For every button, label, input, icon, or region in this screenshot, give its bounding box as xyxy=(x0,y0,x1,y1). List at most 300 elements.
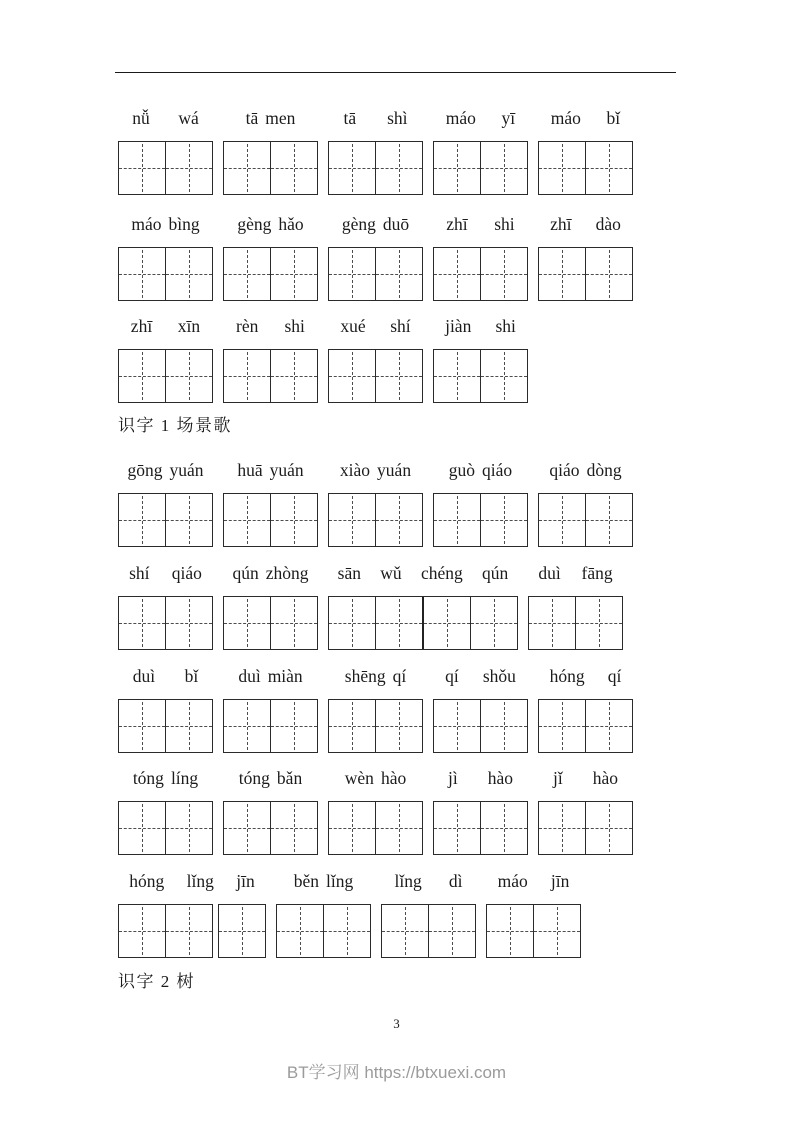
pinyin-label xyxy=(223,212,318,236)
pinyin-syllable: qiáo xyxy=(171,563,202,583)
word-group xyxy=(433,106,528,195)
writing-grid xyxy=(433,141,528,195)
writing-grid xyxy=(118,247,213,301)
grid-boxes xyxy=(118,699,213,753)
pinyin-syllable: gōng xyxy=(127,460,163,480)
pinyin-label xyxy=(118,869,266,893)
grid-cell xyxy=(481,802,527,854)
grid-boxes xyxy=(486,904,581,958)
word-group xyxy=(223,458,318,547)
pinyin-row xyxy=(118,869,663,958)
header-rule xyxy=(115,72,676,73)
word-group xyxy=(118,458,213,547)
word-group xyxy=(433,766,528,855)
grid-boxes xyxy=(223,699,318,753)
pinyin-syllable: hóng xyxy=(129,871,165,891)
grid-boxes xyxy=(538,247,633,301)
grid-boxes xyxy=(118,349,213,403)
word-group xyxy=(328,106,423,195)
pinyin-syllable: tóng xyxy=(132,768,164,788)
grid-boxes xyxy=(328,247,423,301)
pinyin-label xyxy=(528,561,623,585)
grid-cell xyxy=(166,142,212,194)
pinyin-label xyxy=(223,664,318,688)
pinyin-label xyxy=(328,664,423,688)
pinyin-label xyxy=(433,106,528,130)
grid-cell xyxy=(586,494,632,546)
page-number: 3 xyxy=(393,1016,400,1031)
pinyin-syllable: dì xyxy=(448,871,463,891)
writing-grid xyxy=(223,349,318,403)
section-heading: 识字 1 场景歌 xyxy=(118,416,232,435)
grid-boxes xyxy=(433,247,528,301)
grid-cell xyxy=(224,142,271,194)
grid-cell xyxy=(481,350,527,402)
writing-grid xyxy=(538,493,633,547)
grid-cell xyxy=(329,700,376,752)
grid-cell xyxy=(224,802,271,854)
grid-boxes xyxy=(433,493,528,547)
pinyin-syllable: gèng xyxy=(341,214,376,234)
grid-cell xyxy=(271,494,317,546)
pinyin-syllable: yuán xyxy=(269,460,304,480)
pinyin-syllable: duì xyxy=(538,563,561,583)
grid-cell xyxy=(586,142,632,194)
pinyin-label xyxy=(328,314,423,338)
word-group xyxy=(118,106,213,195)
pinyin-syllable: guò xyxy=(448,460,476,480)
pinyin-syllable: shi xyxy=(494,214,515,234)
writing-grid xyxy=(538,801,633,855)
grid-cell xyxy=(481,494,527,546)
word-group xyxy=(381,869,476,958)
grid-cell xyxy=(329,248,376,300)
pinyin-syllable: shí xyxy=(129,563,150,583)
pinyin-syllable: jì xyxy=(447,768,458,788)
pinyin-syllable: shi xyxy=(284,316,305,336)
word-group xyxy=(223,212,318,301)
grid-boxes xyxy=(118,904,266,958)
grid-cell xyxy=(376,802,422,854)
grid-boxes xyxy=(118,801,213,855)
pinyin-label xyxy=(118,212,213,236)
pinyin-syllable: qiáo xyxy=(549,460,580,480)
grid-cell xyxy=(271,142,317,194)
grid-cell xyxy=(119,494,166,546)
grid-cell xyxy=(166,700,212,752)
pinyin-syllable: chéng xyxy=(420,563,463,583)
pinyin-label xyxy=(223,458,318,482)
pinyin-syllable: men xyxy=(265,108,296,128)
pinyin-syllable: lǐng xyxy=(394,871,422,891)
grid-boxes xyxy=(328,493,423,547)
grid-cell xyxy=(576,597,622,649)
grid-cell xyxy=(271,802,317,854)
word-group xyxy=(223,106,318,195)
grid-cell xyxy=(586,700,632,752)
writing-grid xyxy=(433,801,528,855)
grid-cell xyxy=(166,905,212,957)
pinyin-label xyxy=(328,766,423,790)
grid-cell xyxy=(376,700,422,752)
pinyin-syllable: nǚ xyxy=(132,108,150,128)
worksheet-body xyxy=(118,106,663,994)
pinyin-label xyxy=(118,766,213,790)
writing-grid xyxy=(328,699,423,753)
grid-cell xyxy=(382,905,429,957)
pinyin-syllable: wá xyxy=(178,108,199,128)
pinyin-label xyxy=(486,869,581,893)
grid-cell xyxy=(271,700,317,752)
pinyin-label xyxy=(328,561,518,585)
word-group xyxy=(276,869,371,958)
writing-grid xyxy=(118,493,213,547)
grid-cell xyxy=(219,905,265,957)
pinyin-label xyxy=(538,106,633,130)
writing-grid xyxy=(538,247,633,301)
pinyin-syllable: qún xyxy=(232,563,259,583)
pinyin-syllable: huā xyxy=(237,460,263,480)
grid-cell xyxy=(434,350,481,402)
pinyin-syllable: xué xyxy=(340,316,366,336)
writing-grid xyxy=(223,596,318,650)
grid-cell xyxy=(271,597,317,649)
writing-grid xyxy=(328,801,423,855)
writing-grid xyxy=(118,349,213,403)
grid-boxes xyxy=(538,493,633,547)
grid-boxes xyxy=(118,141,213,195)
grid-cell xyxy=(119,597,166,649)
writing-grid xyxy=(538,699,633,753)
pinyin-syllable: shí xyxy=(390,316,411,336)
word-group xyxy=(223,664,318,753)
grid-cell xyxy=(539,142,586,194)
pinyin-syllable: jīn xyxy=(550,871,570,891)
grid-cell xyxy=(166,597,212,649)
grid-cell xyxy=(481,142,527,194)
writing-grid xyxy=(223,247,318,301)
word-group xyxy=(223,561,318,650)
grid-cell xyxy=(119,700,166,752)
grid-boxes xyxy=(328,699,423,753)
pinyin-label xyxy=(118,664,213,688)
writing-grid xyxy=(528,596,623,650)
pinyin-label xyxy=(538,458,633,482)
grid-boxes xyxy=(223,349,318,403)
grid-cell xyxy=(271,350,317,402)
grid-cell xyxy=(539,802,586,854)
writing-grid xyxy=(218,904,266,958)
pinyin-syllable: duì xyxy=(238,666,261,686)
pinyin-syllable: lǐng xyxy=(326,871,354,891)
pinyin-syllable: máo xyxy=(131,214,162,234)
pinyin-syllable: sān xyxy=(337,563,361,583)
grid-cell xyxy=(329,142,376,194)
writing-grid xyxy=(433,699,528,753)
writing-grid xyxy=(276,904,371,958)
pinyin-syllable: qí xyxy=(392,666,407,686)
grid-cell xyxy=(539,248,586,300)
grid-boxes xyxy=(381,904,476,958)
writing-grid xyxy=(328,596,518,650)
word-group xyxy=(538,458,633,547)
pinyin-label xyxy=(381,869,476,893)
writing-grid xyxy=(118,801,213,855)
grid-cell xyxy=(329,802,376,854)
pinyin-row xyxy=(118,212,663,301)
grid-cell xyxy=(224,494,271,546)
pinyin-syllable: máo xyxy=(497,871,528,891)
pinyin-syllable: zhī xyxy=(130,316,153,336)
word-group xyxy=(118,561,213,650)
grid-cell xyxy=(119,248,166,300)
grid-cell xyxy=(434,802,481,854)
pinyin-label xyxy=(118,458,213,482)
pinyin-label xyxy=(118,106,213,130)
word-group xyxy=(328,212,423,301)
pinyin-syllable: máo xyxy=(550,108,581,128)
pinyin-syllable: tā xyxy=(343,108,357,128)
grid-boxes xyxy=(538,801,633,855)
pinyin-syllable: zhòng xyxy=(265,563,309,583)
pinyin-syllable: shi xyxy=(495,316,516,336)
pinyin-syllable: fāng xyxy=(581,563,613,583)
grid-cell xyxy=(434,248,481,300)
grid-cell xyxy=(481,248,527,300)
grid-cell xyxy=(434,700,481,752)
word-group xyxy=(223,766,318,855)
grid-cell xyxy=(119,802,166,854)
pinyin-row xyxy=(118,314,663,403)
word-group xyxy=(433,212,528,301)
pinyin-row xyxy=(118,561,663,650)
grid-cell xyxy=(376,248,422,300)
grid-boxes xyxy=(223,596,318,650)
pinyin-syllable: bǐ xyxy=(184,666,199,686)
pinyin-syllable: hào xyxy=(592,768,618,788)
word-group xyxy=(328,561,518,650)
pinyin-label xyxy=(433,314,528,338)
writing-grid xyxy=(538,141,633,195)
grid-cell xyxy=(429,905,475,957)
grid-boxes xyxy=(328,349,423,403)
writing-grid xyxy=(328,247,423,301)
grid-cell xyxy=(471,597,517,649)
pinyin-syllable: qí xyxy=(445,666,459,686)
pinyin-syllable: qiáo xyxy=(482,460,513,480)
grid-boxes xyxy=(118,493,213,547)
grid-boxes xyxy=(223,141,318,195)
pinyin-syllable: hào xyxy=(380,768,407,788)
writing-grid xyxy=(433,247,528,301)
word-group xyxy=(433,458,528,547)
pinyin-syllable: dòng xyxy=(586,460,622,480)
grid-boxes xyxy=(118,247,213,301)
pinyin-syllable: miàn xyxy=(267,666,303,686)
pinyin-syllable: rèn xyxy=(236,316,259,336)
pinyin-syllable: lǐng xyxy=(186,871,214,891)
grid-cell xyxy=(424,597,471,649)
word-group xyxy=(118,212,213,301)
pinyin-syllable: tā xyxy=(245,108,259,128)
grid-cell xyxy=(481,700,527,752)
pinyin-syllable: qún xyxy=(482,563,509,583)
grid-cell xyxy=(166,802,212,854)
section-heading: 识字 2 树 xyxy=(118,972,195,991)
pinyin-label xyxy=(328,212,423,236)
pinyin-syllable: jīn xyxy=(236,871,255,891)
word-group xyxy=(328,458,423,547)
grid-boxes xyxy=(433,699,528,753)
writing-grid xyxy=(486,904,581,958)
pinyin-syllable: shì xyxy=(387,108,408,128)
word-group xyxy=(328,664,423,753)
grid-cell xyxy=(224,350,271,402)
pinyin-label xyxy=(223,314,318,338)
word-group xyxy=(223,314,318,403)
grid-boxes xyxy=(433,141,528,195)
pinyin-syllable: líng xyxy=(170,768,199,788)
writing-grid xyxy=(223,699,318,753)
grid-cell xyxy=(539,494,586,546)
grid-boxes xyxy=(223,247,318,301)
pinyin-label xyxy=(538,212,633,236)
writing-grid xyxy=(223,801,318,855)
writing-grid xyxy=(328,493,423,547)
pinyin-syllable: gèng xyxy=(237,214,272,234)
grid-cell xyxy=(529,597,576,649)
pinyin-syllable: wǔ xyxy=(380,563,402,583)
grid-boxes xyxy=(433,801,528,855)
grid-boxes xyxy=(538,141,633,195)
grid-cell xyxy=(271,248,317,300)
grid-cell xyxy=(376,350,422,402)
grid-boxes xyxy=(328,141,423,195)
pinyin-row xyxy=(118,458,663,547)
grid-cell xyxy=(224,248,271,300)
pinyin-label xyxy=(538,664,633,688)
grid-cell xyxy=(434,142,481,194)
grid-cell xyxy=(324,905,370,957)
writing-grid xyxy=(223,141,318,195)
pinyin-syllable: hǎo xyxy=(278,214,304,234)
word-group xyxy=(118,869,266,958)
pinyin-label xyxy=(223,106,318,130)
pinyin-syllable: xiào xyxy=(339,460,371,480)
grid-cell xyxy=(329,350,376,402)
grid-boxes xyxy=(276,904,371,958)
writing-grid xyxy=(118,141,213,195)
grid-boxes xyxy=(328,801,423,855)
pinyin-label xyxy=(433,766,528,790)
grid-boxes xyxy=(223,801,318,855)
grid-cell xyxy=(224,597,271,649)
word-group xyxy=(528,561,623,650)
pinyin-syllable: jiàn xyxy=(445,316,472,336)
grid-cell xyxy=(277,905,324,957)
writing-grid xyxy=(433,349,528,403)
pinyin-row xyxy=(118,766,663,855)
word-group xyxy=(538,106,633,195)
pinyin-syllable: máo xyxy=(445,108,476,128)
grid-cell xyxy=(539,700,586,752)
pinyin-label xyxy=(276,869,371,893)
pinyin-syllable: bìng xyxy=(168,214,200,234)
pinyin-syllable: bǎn xyxy=(276,768,303,788)
pinyin-syllable: duì xyxy=(132,666,156,686)
grid-cell xyxy=(329,494,376,546)
pinyin-label xyxy=(118,314,213,338)
pinyin-syllable: jǐ xyxy=(552,768,563,788)
grid-boxes xyxy=(118,596,213,650)
word-group xyxy=(538,212,633,301)
writing-grid xyxy=(328,141,423,195)
word-group xyxy=(118,314,213,403)
grid-cell xyxy=(224,700,271,752)
pinyin-syllable: yuán xyxy=(377,460,412,480)
pinyin-label xyxy=(118,561,213,585)
grid-cell xyxy=(434,494,481,546)
pinyin-syllable: bǐ xyxy=(606,108,621,128)
pinyin-syllable: shǒu xyxy=(482,666,516,686)
footer-watermark: BT学习网 https://btxuexi.com xyxy=(286,1063,507,1082)
pinyin-syllable: zhī xyxy=(446,214,468,234)
writing-grid xyxy=(223,493,318,547)
grid-boxes xyxy=(433,349,528,403)
grid-cell xyxy=(376,494,422,546)
word-group xyxy=(328,766,423,855)
grid-cell xyxy=(376,142,422,194)
pinyin-syllable: hào xyxy=(487,768,513,788)
pinyin-label xyxy=(433,458,528,482)
grid-cell xyxy=(119,905,166,957)
grid-cell xyxy=(166,350,212,402)
word-group xyxy=(118,664,213,753)
pinyin-syllable: tóng xyxy=(238,768,270,788)
writing-grid xyxy=(118,904,213,958)
pinyin-syllable: hóng xyxy=(549,666,585,686)
grid-boxes xyxy=(223,493,318,547)
word-group xyxy=(486,869,581,958)
writing-grid xyxy=(433,493,528,547)
pinyin-syllable: běn xyxy=(293,871,320,891)
word-group xyxy=(118,766,213,855)
word-group xyxy=(433,664,528,753)
grid-cell xyxy=(487,905,534,957)
grid-cell xyxy=(166,494,212,546)
word-group xyxy=(538,664,633,753)
grid-cell xyxy=(534,905,580,957)
writing-grid xyxy=(328,349,423,403)
word-group xyxy=(433,314,528,403)
writing-grid xyxy=(118,699,213,753)
grid-boxes xyxy=(328,596,518,650)
pinyin-syllable: qí xyxy=(607,666,622,686)
grid-cell xyxy=(586,802,632,854)
pinyin-syllable: dào xyxy=(595,214,621,234)
pinyin-syllable: zhī xyxy=(550,214,572,234)
pinyin-syllable: wèn xyxy=(344,768,374,788)
pinyin-syllable: xīn xyxy=(177,316,201,336)
grid-cell xyxy=(376,597,424,649)
pinyin-label xyxy=(433,212,528,236)
grid-cell xyxy=(166,248,212,300)
grid-cell xyxy=(119,142,166,194)
word-group xyxy=(328,314,423,403)
pinyin-label xyxy=(223,561,318,585)
writing-grid xyxy=(118,596,213,650)
pinyin-label xyxy=(538,766,633,790)
